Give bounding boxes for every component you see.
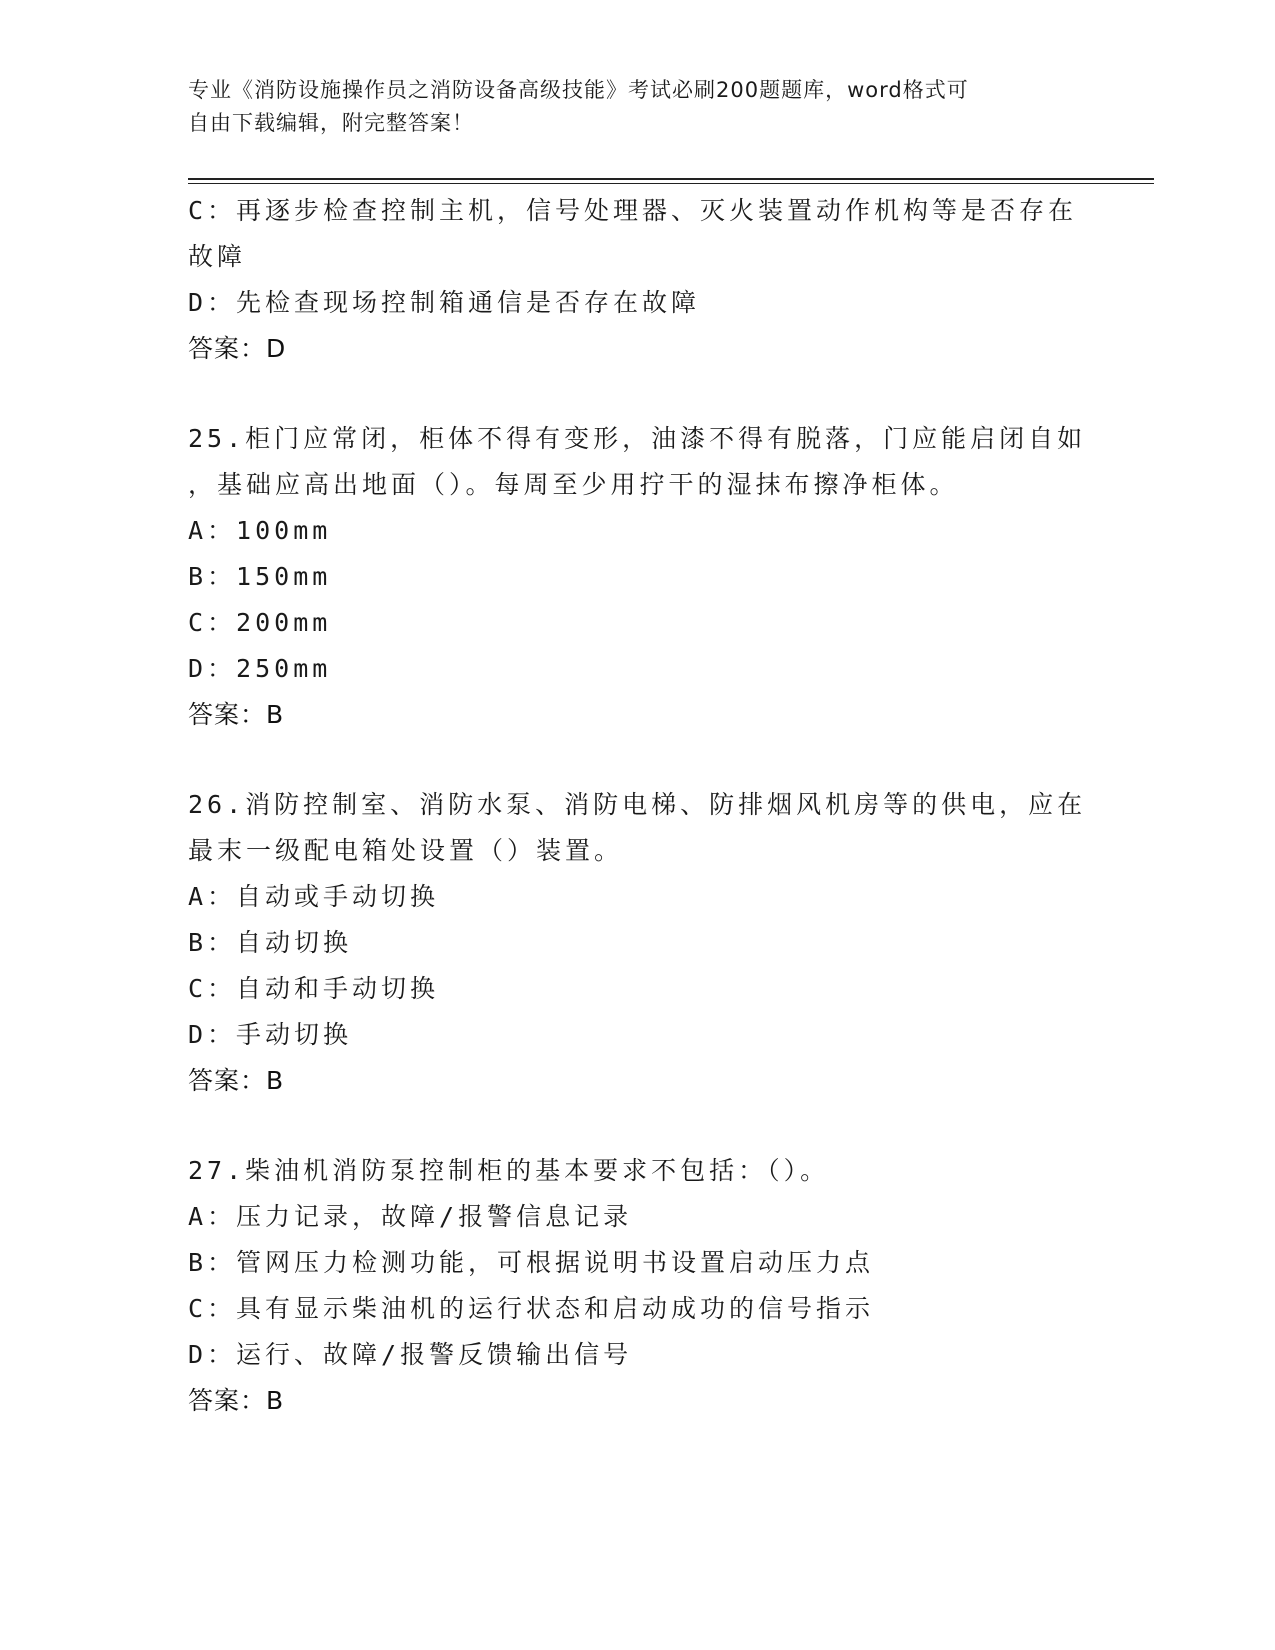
question-27: [188, 1148, 1088, 1424]
question-stem-continued: 最末一级配电箱处设置（）装置。: [188, 836, 624, 865]
header-divider-thin: [188, 183, 1154, 184]
option-d: D：运行、故障/报警反馈输出信号: [188, 1340, 633, 1369]
spacer: [188, 372, 1088, 416]
question-24-continued: [188, 188, 1088, 372]
option-d: D：手动切换: [188, 1020, 353, 1049]
question-25: [188, 416, 1088, 738]
answer-label: 答案：B: [188, 700, 285, 729]
option-a: A：100mm: [188, 516, 332, 545]
question-stem: 25.柜门应常闭，柜体不得有变形，油漆不得有脱落，门应能启闭自如: [188, 424, 1087, 453]
answer-label: 答案：B: [188, 1066, 285, 1095]
option-d: D：250mm: [188, 654, 332, 683]
option-c: C：自动和手动切换: [188, 974, 440, 1003]
header-title-line-1: 专业《消防设施操作员之消防设备高级技能》考试必刷200题题库，word格式可: [188, 78, 969, 102]
question-stem-continued: ，基础应高出地面（）。每周至少用拧干的湿抹布擦净柜体。: [188, 470, 959, 499]
question-stem: 26.消防控制室、消防水泵、消防电梯、防排烟风机房等的供电，应在: [188, 790, 1087, 819]
answer-label: 答案：B: [188, 1386, 285, 1415]
spacer: [188, 1104, 1088, 1148]
option-d: D：先检查现场控制箱通信是否存在故障: [188, 288, 701, 317]
option-b: B：自动切换: [188, 928, 353, 957]
option-c: C：200mm: [188, 608, 332, 637]
option-a: A：自动或手动切换: [188, 882, 440, 911]
question-26: [188, 782, 1088, 1104]
header-title-line-2: 自由下载编辑，附完整答案！: [188, 111, 474, 135]
option-b: B：150mm: [188, 562, 332, 591]
option-b: B：管网压力检测功能，可根据说明书设置启动压力点: [188, 1248, 875, 1277]
header-divider-thick: [188, 178, 1154, 180]
option-c: C：再逐步检查控制主机，信号处理器、灭火装置动作机构等是否存在: [188, 196, 1078, 225]
spacer: [188, 738, 1088, 782]
option-a: A：压力记录，故障/报警信息记录: [188, 1202, 633, 1231]
question-stem: 27.柴油机消防泵控制柜的基本要求不包括：（）。: [188, 1156, 830, 1185]
document-header: [188, 74, 1088, 140]
answer-label: 答案：D: [188, 334, 287, 363]
document-body: [188, 188, 1088, 1424]
option-c-continued: 故障: [188, 242, 247, 271]
option-c: C：具有显示柴油机的运行状态和启动成功的信号指示: [188, 1294, 875, 1323]
